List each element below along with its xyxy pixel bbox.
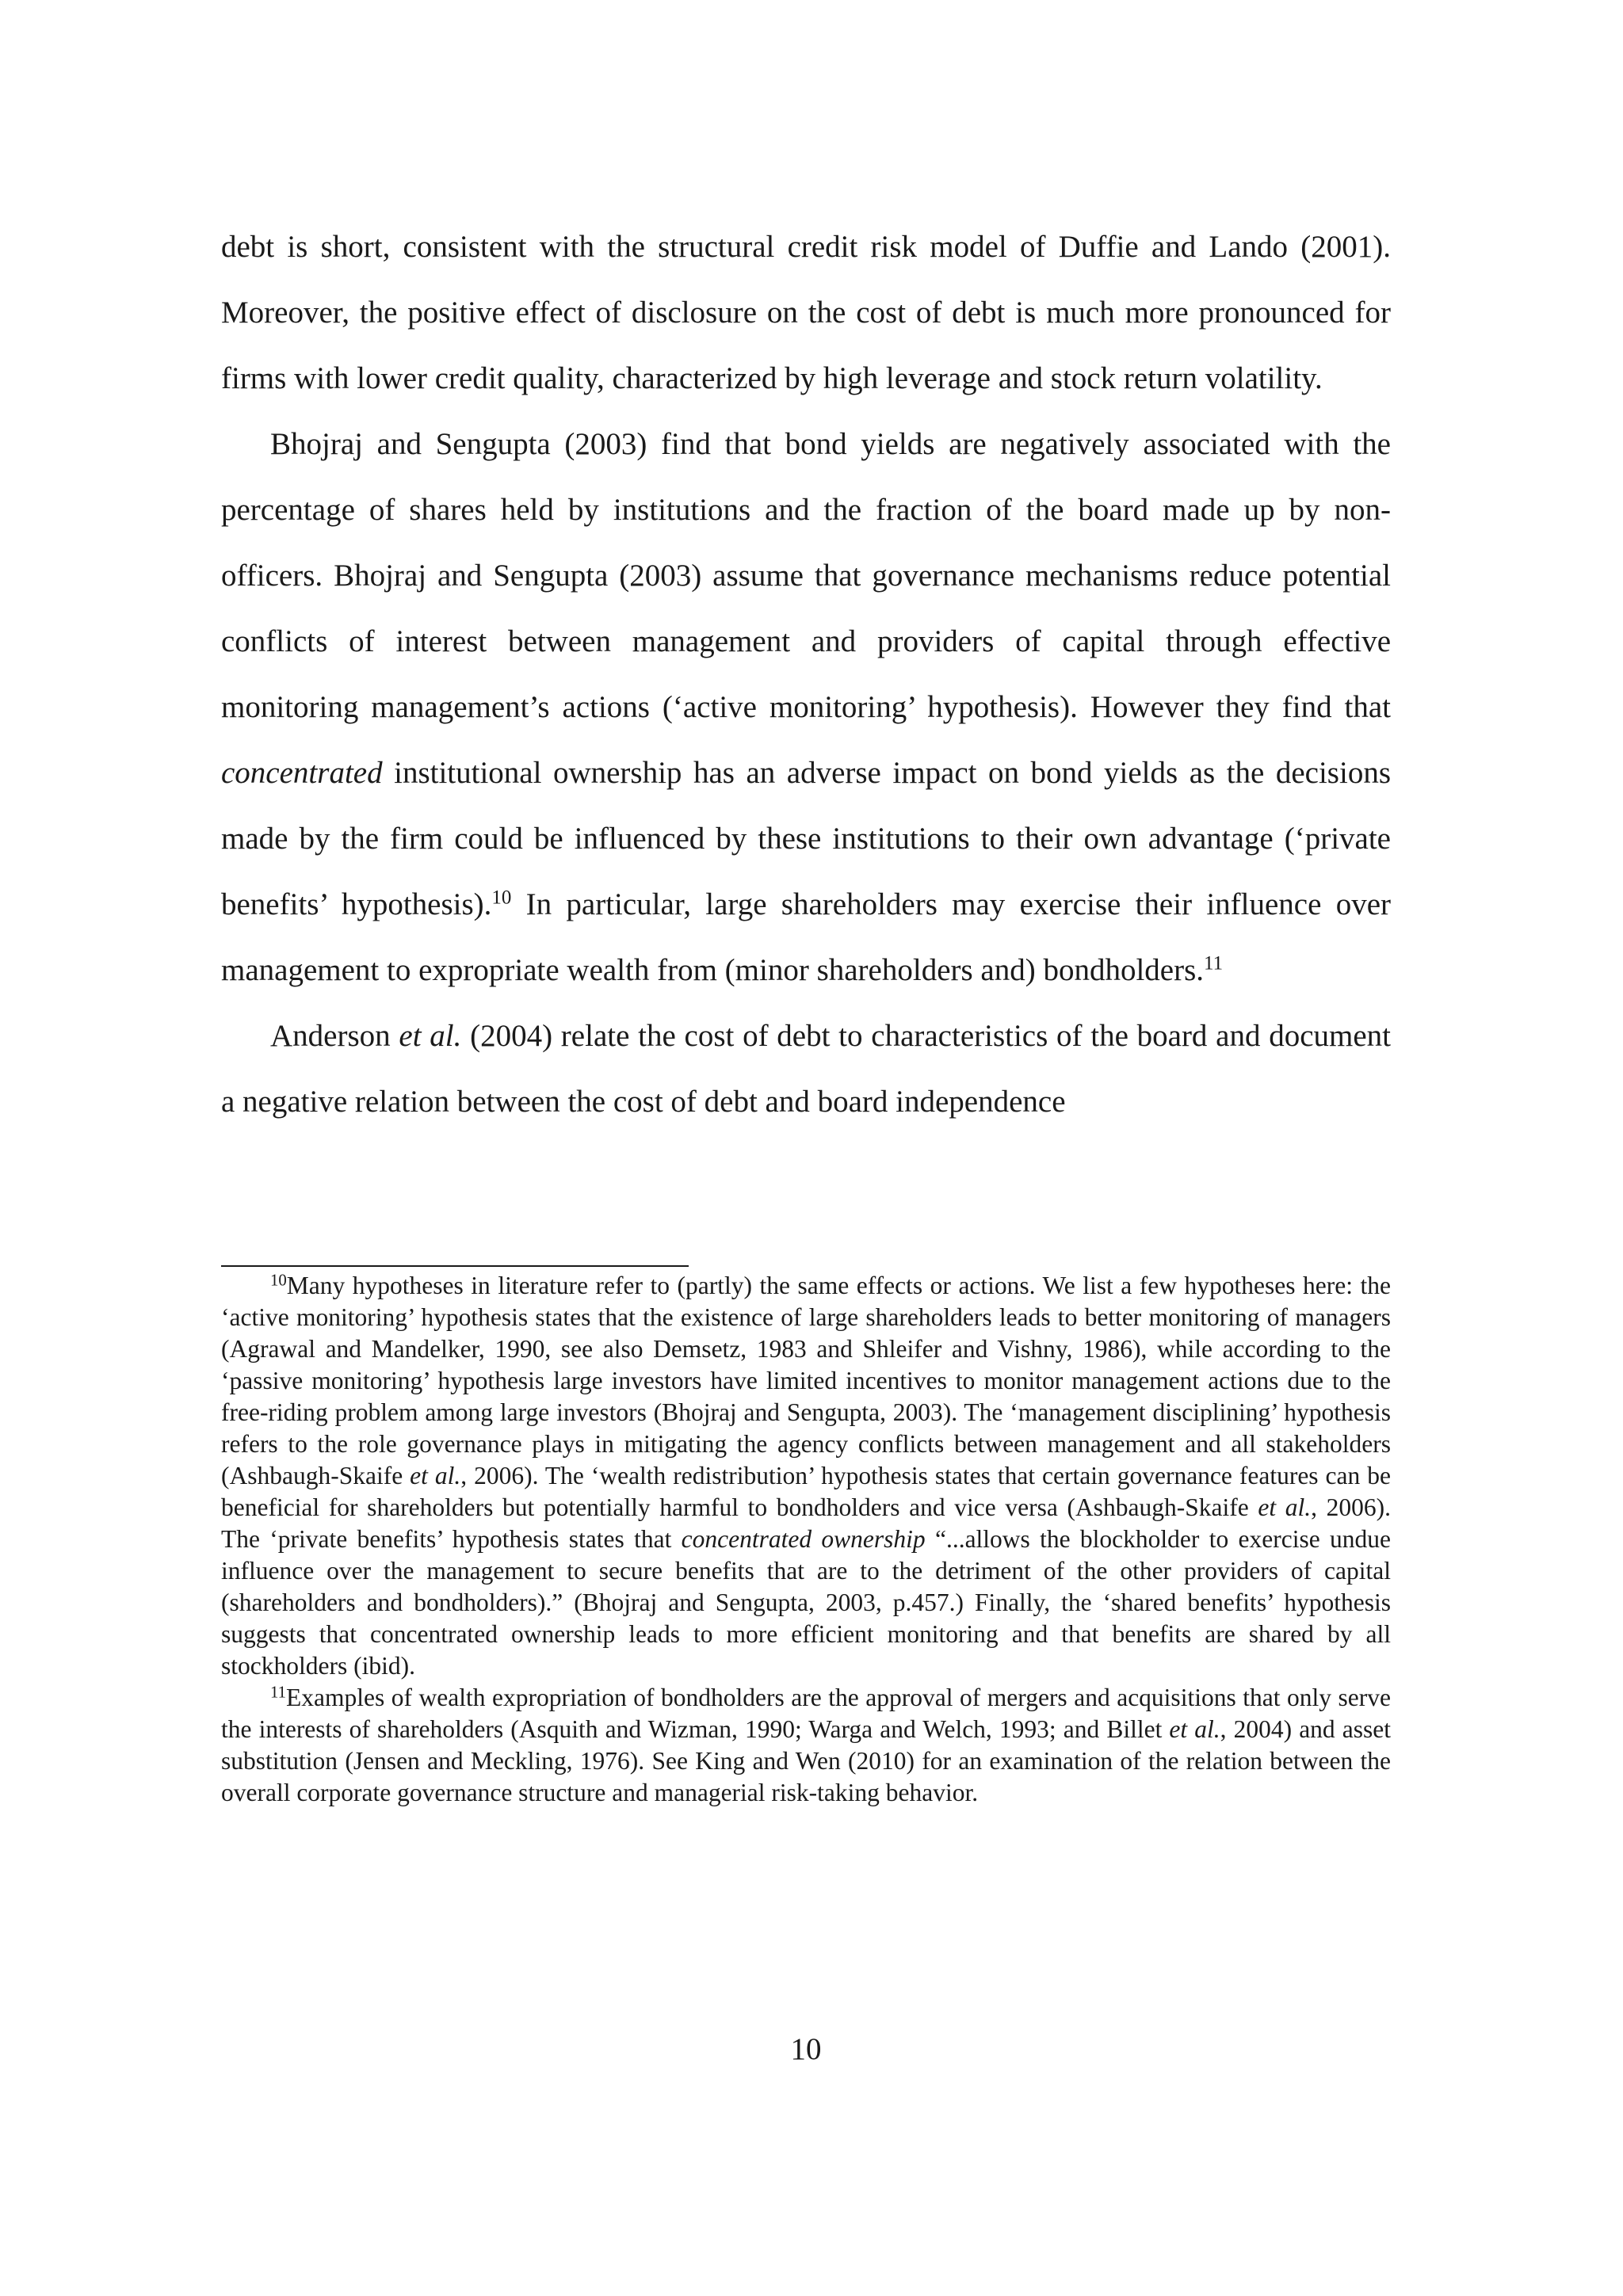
footnote-10-em-2: et al. xyxy=(1258,1493,1312,1521)
emphasis-et-al: et al. xyxy=(399,1019,462,1053)
footnote-11 xyxy=(221,1682,1391,1809)
footnote-10-text-2: , 2006). The ‘wealth redistribution’ hypothesis states that certain governance features can be beneficial for shareholders but potentially harmful to bondholders and vice versa (Ashbaugh-Skaife xyxy=(221,1462,1391,1521)
paragraph-3 xyxy=(221,1003,1391,1135)
footnote-separator xyxy=(221,1265,689,1267)
footnote-11-mark: 11 xyxy=(270,1683,287,1702)
paragraph-3-text-a: Anderson xyxy=(270,1019,399,1053)
footnote-10-mark: 10 xyxy=(270,1271,287,1290)
main-text xyxy=(221,214,1391,1135)
footnote-11-em-1: et al. xyxy=(1169,1715,1220,1743)
footnote-10-text-4: “...allows the blockholder to exercise undue influence over the management to secure benefits that are to the detriment of the other providers of capital (shareholders and bondholders).” (Bhojraj and Sengupta, 2003, p.457.) Finally, the ‘shared benefits’ hypothesis suggests that concentrated ownership leads to more efficient monitoring and that benefits are shared by all stockholders (ibid). xyxy=(221,1525,1391,1680)
footnotes xyxy=(221,1270,1391,1809)
footnote-11-text-1: Examples of wealth expropriation of bondholders are the approval of mergers and acquisitions that only serve the interests of shareholders (Asquith and Wizman, 1990; Warga and Welch, 1993; and Billet xyxy=(221,1684,1391,1743)
paragraph-2 xyxy=(221,411,1391,1003)
footnote-ref-11[interactable]: 11 xyxy=(1204,952,1224,974)
emphasis-concentrated: concentrated xyxy=(221,756,383,790)
footnote-11-text-2: , 2004) and asset substitution (Jensen and Meckling, 1976). See King and Wen (2010) for an examination of the relation between the overall corporate governance structure and managerial risk-taking behavior. xyxy=(221,1715,1392,1806)
footnote-10 xyxy=(221,1270,1391,1682)
paragraph-1-text: debt is short, consistent with the structural credit risk model of Duffie and Lando (2001). Moreover, the positive effect of disclosure on the cost of debt is much more pronounced for firms with lower credit quality, characterized by high leverage and stock return volatility. xyxy=(221,230,1391,395)
paragraph-2-text-a: Bhojraj and Sengupta (2003) find that bond yields are negatively associated with the percentage of shares held by institutions and the fraction of the board made up by non-officers. Bhojraj and Sengupta (2003) assume that governance mechanisms reduce potential conflicts of interest between management and providers of capital through effective monitoring management’s actions (‘active monitoring’ hypothesis). However they find that xyxy=(221,427,1391,724)
paragraph-3-text-b: (2004) relate the cost of debt to characteristics of the board and document a negative relation between the cost of debt and board independence xyxy=(221,1019,1392,1119)
footnote-10-text-3: , 2006). The ‘private benefits’ hypothesis states that xyxy=(221,1493,1391,1553)
paragraph-2-text-c: In particular, large shareholders may exercise their influence over management to expropriate wealth from (minor shareholders and) bondholders. xyxy=(221,887,1391,987)
page-number: 10 xyxy=(790,2032,822,2066)
footnote-10-em-1: et al. xyxy=(410,1462,461,1489)
footnote-10-em-3: concentrated ownership xyxy=(681,1525,926,1553)
paragraph-1 xyxy=(221,214,1391,411)
footnote-ref-10[interactable]: 10 xyxy=(491,887,512,909)
footnote-10-text-1: Many hypotheses in literature refer to (partly) the same effects or actions. We list a few hypotheses here: the ‘active monitoring’ hypothesis states that the existence of large shareholders leads to better monitoring of managers (Agrawal and Mandelker, 1990, see also Demsetz, 1983 and Shleifer and Vishny, 1986), while according to the ‘passive monitoring’ hypothesis large investors have limited incentives to monitor management actions due to the free-riding problem among large investors (Bhojraj and Sengupta, 2003). The ‘management disciplining’ hypothesis refers to the role governance plays in mitigating the agency conflicts between management and all stakeholders (Ashbaugh-Skaife xyxy=(221,1272,1391,1489)
paragraph-2-text-b: institutional ownership has an adverse impact on bond yields as the decisions made by the firm could be influenced by these institutions to their own advantage (‘private benefits’ hypothesis). xyxy=(221,756,1391,921)
